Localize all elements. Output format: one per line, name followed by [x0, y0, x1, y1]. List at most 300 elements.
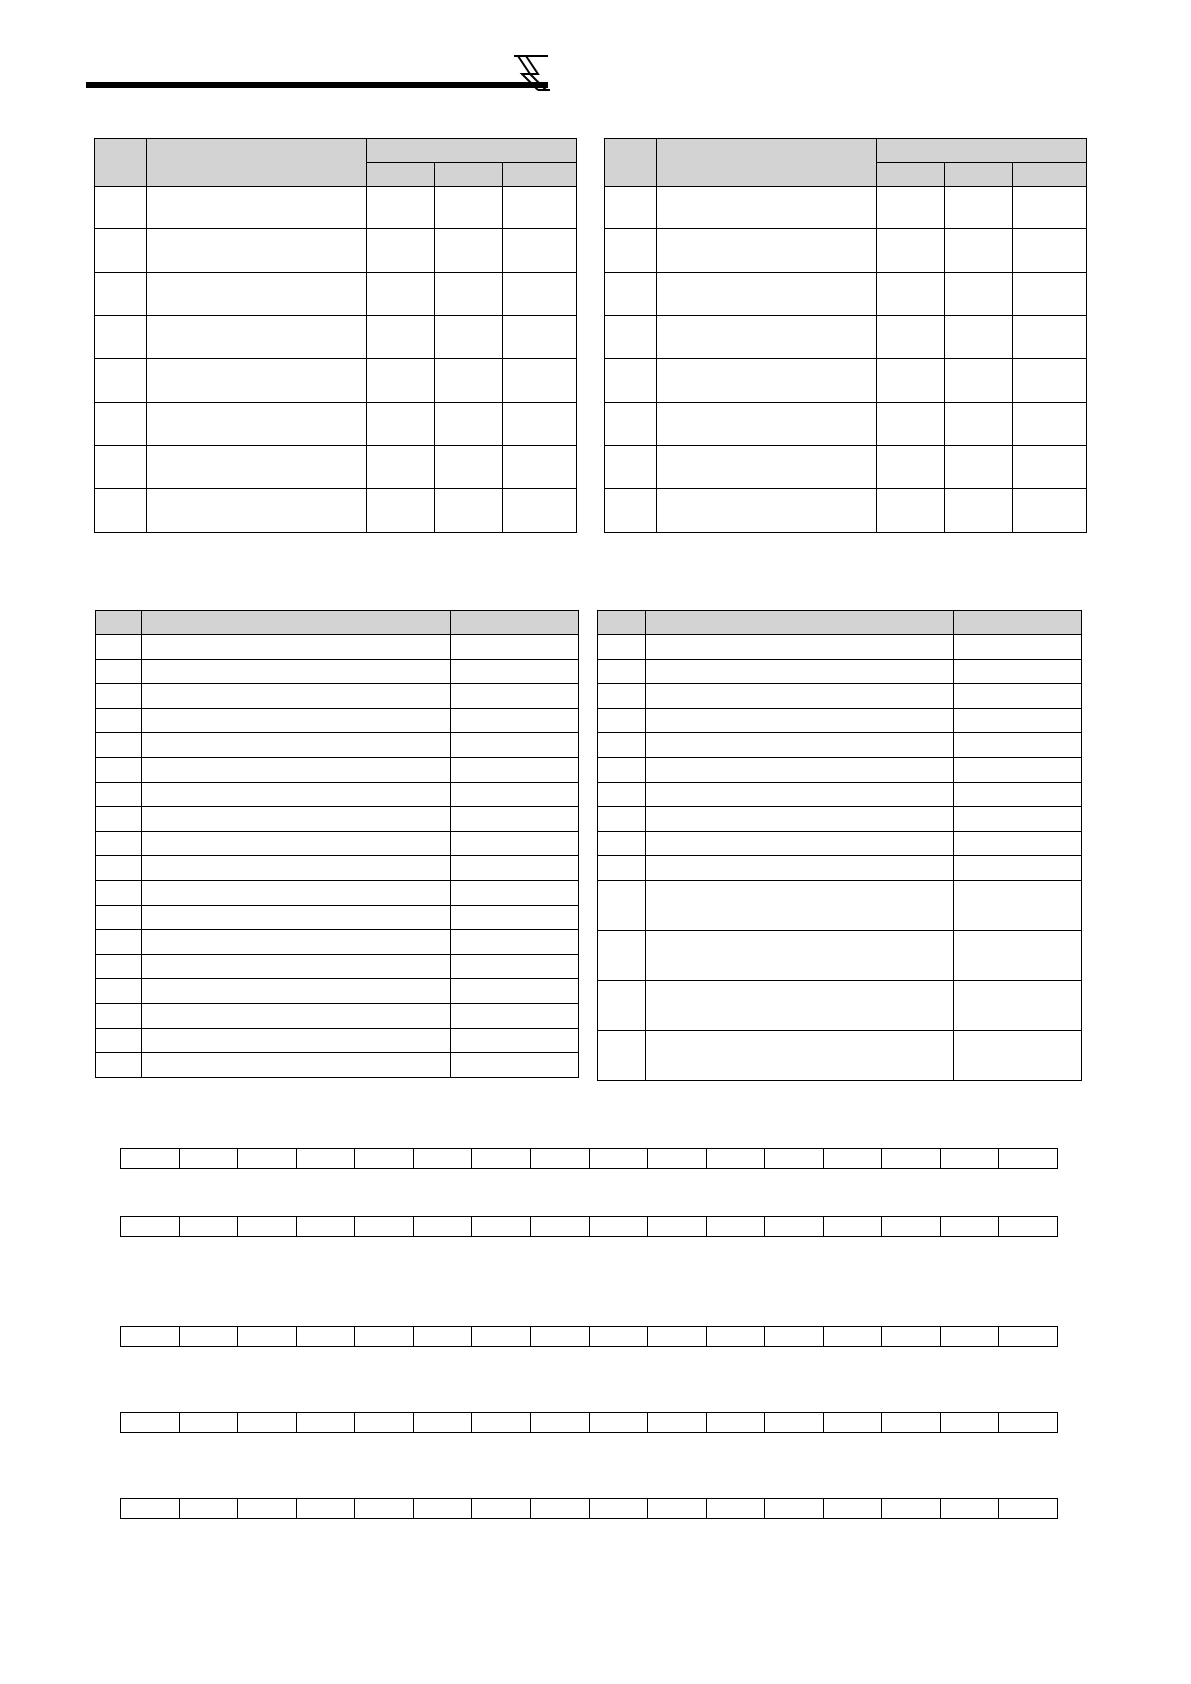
- table-cell: [954, 831, 1082, 856]
- bit-row-table: [120, 1148, 1058, 1169]
- bit-cell: [413, 1217, 472, 1237]
- table-row: [95, 229, 577, 273]
- table-cell: [142, 930, 451, 955]
- table-cell: [367, 187, 435, 229]
- header-cell: [954, 611, 1082, 635]
- table-cell: [147, 187, 367, 229]
- header-rule: [86, 82, 548, 88]
- table-cell: [657, 229, 877, 273]
- bit-cell: [530, 1413, 589, 1433]
- bit-cell: [238, 1499, 297, 1519]
- bit-cell: [706, 1327, 765, 1347]
- table-cell: [954, 757, 1082, 782]
- table-cell: [451, 880, 579, 905]
- table-cell: [367, 359, 435, 403]
- header-cell: [1013, 163, 1087, 187]
- table-cell: [435, 489, 503, 533]
- table-row: [95, 489, 577, 533]
- bit-cell: [823, 1499, 882, 1519]
- bit-cell: [121, 1499, 180, 1519]
- table-cell: [451, 954, 579, 979]
- bit-cell: [648, 1327, 707, 1347]
- table-cell: [877, 273, 945, 316]
- header-cell: [367, 163, 435, 187]
- bit-cell: [940, 1413, 999, 1433]
- bit-cell: [296, 1413, 355, 1433]
- table-cell: [605, 229, 657, 273]
- table-cell: [95, 273, 147, 316]
- bit-cell: [179, 1217, 238, 1237]
- table-cell: [142, 659, 451, 684]
- table-cell: [451, 979, 579, 1004]
- table-cell: [435, 273, 503, 316]
- table-cell: [96, 708, 142, 733]
- table-cell: [503, 316, 577, 359]
- table-row: [96, 979, 579, 1004]
- bit-cell: [238, 1149, 297, 1169]
- table-cell: [96, 905, 142, 930]
- bit-cell: [882, 1499, 941, 1519]
- table-row: [95, 316, 577, 359]
- table-cell: [451, 905, 579, 930]
- bit-cell: [355, 1149, 414, 1169]
- bit-row-table: [120, 1216, 1058, 1237]
- bit-cell: [882, 1217, 941, 1237]
- table-cell: [1013, 489, 1087, 533]
- table-cell: [95, 316, 147, 359]
- bit-cell: [238, 1217, 297, 1237]
- bit-cell: [472, 1149, 531, 1169]
- table-cell: [142, 684, 451, 709]
- table-cell: [598, 635, 646, 660]
- table-cell: [435, 229, 503, 273]
- table-cell: [945, 359, 1013, 403]
- table-cell: [435, 359, 503, 403]
- table-row: [96, 880, 579, 905]
- table-cell: [503, 489, 577, 533]
- table-row: [96, 708, 579, 733]
- table-row: [598, 1030, 1082, 1080]
- table-cell: [598, 733, 646, 758]
- table-cell: [142, 1053, 451, 1078]
- bit-cell: [589, 1149, 648, 1169]
- table-row: [96, 930, 579, 955]
- bit-cell: [999, 1149, 1058, 1169]
- table-row: [96, 659, 579, 684]
- table-cell: [877, 403, 945, 446]
- table-cell: [142, 880, 451, 905]
- bit-cell: [882, 1413, 941, 1433]
- table-cell: [605, 273, 657, 316]
- table-cell: [646, 684, 954, 709]
- bit-cell: [530, 1327, 589, 1347]
- upper-table-left: [94, 138, 577, 533]
- table-cell: [945, 316, 1013, 359]
- table-cell: [96, 1028, 142, 1053]
- table-cell: [367, 489, 435, 533]
- bit-cell: [765, 1327, 824, 1347]
- table-cell: [954, 684, 1082, 709]
- table-cell: [945, 403, 1013, 446]
- table-cell: [451, 807, 579, 832]
- table-cell: [96, 684, 142, 709]
- table-cell: [142, 635, 451, 660]
- table-cell: [96, 1053, 142, 1078]
- middle-table-right: [597, 610, 1082, 1081]
- table-cell: [451, 708, 579, 733]
- table-cell: [142, 757, 451, 782]
- bit-cell: [472, 1327, 531, 1347]
- table-cell: [877, 316, 945, 359]
- upper-table-right: [604, 138, 1087, 533]
- bit-row-table: [120, 1326, 1058, 1347]
- table-cell: [367, 273, 435, 316]
- table-row: [598, 807, 1082, 832]
- bit-cell: [179, 1499, 238, 1519]
- table-cell: [954, 930, 1082, 980]
- table-cell: [646, 1030, 954, 1080]
- bit-cell: [296, 1327, 355, 1347]
- bit-cell: [589, 1499, 648, 1519]
- table-row: [598, 635, 1082, 660]
- table-cell: [605, 489, 657, 533]
- table-row: [96, 1028, 579, 1053]
- bit-cell: [121, 1149, 180, 1169]
- table-cell: [451, 757, 579, 782]
- table-cell: [95, 446, 147, 489]
- table-cell: [954, 635, 1082, 660]
- bit-cell: [179, 1413, 238, 1433]
- bit-cell: [530, 1149, 589, 1169]
- table-cell: [1013, 403, 1087, 446]
- table-cell: [367, 316, 435, 359]
- table-row: [598, 782, 1082, 807]
- table-row: [96, 1053, 579, 1078]
- header-cell: [95, 139, 147, 187]
- table-row: [598, 831, 1082, 856]
- table-row: [598, 856, 1082, 881]
- bit-cell: [413, 1413, 472, 1433]
- header-cell: [877, 163, 945, 187]
- table-cell: [646, 733, 954, 758]
- table-cell: [877, 489, 945, 533]
- table-cell: [954, 708, 1082, 733]
- table-cell: [954, 856, 1082, 881]
- bit-cell: [121, 1413, 180, 1433]
- table-cell: [657, 489, 877, 533]
- bit-cell: [472, 1499, 531, 1519]
- table-cell: [147, 273, 367, 316]
- table-cell: [503, 403, 577, 446]
- table-cell: [598, 807, 646, 832]
- table-row: [96, 807, 579, 832]
- table-cell: [503, 359, 577, 403]
- table-cell: [142, 856, 451, 881]
- table-cell: [96, 979, 142, 1004]
- header-cell: [945, 163, 1013, 187]
- middle-table-left: [95, 610, 579, 1078]
- table-cell: [605, 316, 657, 359]
- table-row: [598, 757, 1082, 782]
- table-cell: [142, 782, 451, 807]
- table-cell: [646, 782, 954, 807]
- table-cell: [954, 659, 1082, 684]
- table-cell: [142, 831, 451, 856]
- table-cell: [657, 316, 877, 359]
- table-cell: [142, 905, 451, 930]
- bit-cell: [706, 1499, 765, 1519]
- table-cell: [96, 856, 142, 881]
- bit-cell: [823, 1327, 882, 1347]
- table-cell: [598, 1030, 646, 1080]
- table-cell: [598, 930, 646, 980]
- bit-cell: [472, 1413, 531, 1433]
- table-cell: [1013, 273, 1087, 316]
- bit-cell: [648, 1413, 707, 1433]
- header-cell: [598, 611, 646, 635]
- table-row: [598, 708, 1082, 733]
- table-cell: [954, 782, 1082, 807]
- table-cell: [657, 273, 877, 316]
- table-cell: [96, 635, 142, 660]
- table-cell: [96, 1003, 142, 1028]
- table-cell: [95, 187, 147, 229]
- table-cell: [646, 930, 954, 980]
- table-row: [605, 446, 1087, 489]
- bit-cell: [648, 1149, 707, 1169]
- table-row: [96, 635, 579, 660]
- table-cell: [147, 403, 367, 446]
- bit-cell: [413, 1149, 472, 1169]
- header-cell: [646, 611, 954, 635]
- table-cell: [451, 635, 579, 660]
- table-cell: [945, 446, 1013, 489]
- table-cell: [95, 403, 147, 446]
- bit-row-table: [120, 1498, 1058, 1519]
- header-cell: [367, 139, 577, 163]
- table-cell: [451, 684, 579, 709]
- table-cell: [367, 229, 435, 273]
- table-cell: [503, 229, 577, 273]
- table-cell: [451, 782, 579, 807]
- table-cell: [945, 273, 1013, 316]
- table-cell: [147, 359, 367, 403]
- bit-cell: [589, 1217, 648, 1237]
- table-cell: [503, 273, 577, 316]
- table-cell: [646, 880, 954, 930]
- table-row: [95, 187, 577, 229]
- bit-cell: [413, 1499, 472, 1519]
- table-cell: [96, 930, 142, 955]
- table-cell: [598, 659, 646, 684]
- table-row: [96, 733, 579, 758]
- bit-cell: [238, 1413, 297, 1433]
- table-cell: [451, 1028, 579, 1053]
- header-cell: [451, 611, 579, 635]
- bit-cell: [706, 1217, 765, 1237]
- table-row: [95, 403, 577, 446]
- table-cell: [435, 403, 503, 446]
- table-row: [598, 659, 1082, 684]
- table-cell: [1013, 446, 1087, 489]
- table-cell: [657, 187, 877, 229]
- bit-cell: [940, 1327, 999, 1347]
- table-cell: [435, 446, 503, 489]
- bit-cell: [648, 1217, 707, 1237]
- table-cell: [147, 489, 367, 533]
- table-cell: [945, 187, 1013, 229]
- bit-cell: [648, 1499, 707, 1519]
- bit-cell: [882, 1327, 941, 1347]
- bit-cell: [765, 1413, 824, 1433]
- bit-cell: [765, 1149, 824, 1169]
- table-cell: [451, 930, 579, 955]
- bit-cell: [882, 1149, 941, 1169]
- table-cell: [147, 446, 367, 489]
- bit-cell: [296, 1499, 355, 1519]
- bit-cell: [179, 1149, 238, 1169]
- table-row: [96, 856, 579, 881]
- table-cell: [598, 831, 646, 856]
- table-cell: [598, 980, 646, 1030]
- table-cell: [451, 733, 579, 758]
- table-cell: [598, 684, 646, 709]
- table-cell: [954, 733, 1082, 758]
- table-cell: [598, 856, 646, 881]
- table-cell: [598, 708, 646, 733]
- table-cell: [95, 359, 147, 403]
- table-row: [95, 446, 577, 489]
- table-cell: [367, 446, 435, 489]
- bit-cell: [999, 1327, 1058, 1347]
- table-row: [96, 1003, 579, 1028]
- table-cell: [877, 359, 945, 403]
- table-cell: [877, 446, 945, 489]
- header-cell: [142, 611, 451, 635]
- table-cell: [147, 316, 367, 359]
- table-cell: [598, 757, 646, 782]
- table-cell: [657, 359, 877, 403]
- table-cell: [605, 446, 657, 489]
- table-cell: [598, 782, 646, 807]
- table-cell: [142, 1003, 451, 1028]
- table-cell: [605, 359, 657, 403]
- table-cell: [96, 757, 142, 782]
- table-cell: [142, 708, 451, 733]
- bit-cell: [121, 1217, 180, 1237]
- table-cell: [451, 831, 579, 856]
- table-cell: [435, 187, 503, 229]
- table-cell: [503, 446, 577, 489]
- table-cell: [435, 316, 503, 359]
- table-cell: [95, 229, 147, 273]
- table-cell: [657, 446, 877, 489]
- bit-cell: [296, 1217, 355, 1237]
- bit-cell: [999, 1413, 1058, 1433]
- table-cell: [96, 659, 142, 684]
- bit-cell: [823, 1149, 882, 1169]
- header-cell: [605, 139, 657, 187]
- bit-cell: [530, 1217, 589, 1237]
- table-row: [95, 359, 577, 403]
- table-cell: [142, 807, 451, 832]
- table-cell: [954, 980, 1082, 1030]
- table-cell: [142, 733, 451, 758]
- header-cell: [147, 139, 367, 187]
- table-cell: [142, 979, 451, 1004]
- table-cell: [945, 229, 1013, 273]
- bit-cell: [706, 1149, 765, 1169]
- mitsubishi-lightning-logo-icon: [512, 54, 552, 92]
- table-row: [96, 684, 579, 709]
- table-cell: [605, 187, 657, 229]
- table-row: [605, 489, 1087, 533]
- table-row: [96, 782, 579, 807]
- table-cell: [646, 635, 954, 660]
- bit-cell: [589, 1327, 648, 1347]
- table-cell: [503, 187, 577, 229]
- table-row: [605, 359, 1087, 403]
- table-cell: [646, 856, 954, 881]
- table-row: [96, 757, 579, 782]
- table-cell: [96, 880, 142, 905]
- bit-cell: [355, 1217, 414, 1237]
- bit-cell: [940, 1499, 999, 1519]
- table-cell: [954, 880, 1082, 930]
- table-cell: [1013, 316, 1087, 359]
- bit-cell: [355, 1327, 414, 1347]
- bit-cell: [999, 1499, 1058, 1519]
- bit-cell: [413, 1327, 472, 1347]
- table-cell: [367, 403, 435, 446]
- table-row: [605, 316, 1087, 359]
- table-cell: [451, 659, 579, 684]
- table-row: [598, 880, 1082, 930]
- table-row: [95, 273, 577, 316]
- table-row: [598, 733, 1082, 758]
- header-cell: [503, 163, 577, 187]
- table-row: [605, 403, 1087, 446]
- table-cell: [142, 954, 451, 979]
- table-cell: [96, 831, 142, 856]
- table-cell: [646, 807, 954, 832]
- table-cell: [945, 489, 1013, 533]
- header-cell: [877, 139, 1087, 163]
- table-cell: [96, 807, 142, 832]
- table-cell: [646, 757, 954, 782]
- bit-cell: [179, 1327, 238, 1347]
- table-cell: [646, 831, 954, 856]
- bit-cell: [999, 1217, 1058, 1237]
- table-row: [96, 905, 579, 930]
- bit-cell: [355, 1413, 414, 1433]
- table-cell: [1013, 187, 1087, 229]
- table-cell: [954, 1030, 1082, 1080]
- bit-cell: [589, 1413, 648, 1433]
- table-cell: [657, 403, 877, 446]
- bit-cell: [706, 1413, 765, 1433]
- table-row: [605, 229, 1087, 273]
- bit-cell: [472, 1217, 531, 1237]
- bit-cell: [238, 1327, 297, 1347]
- table-cell: [605, 403, 657, 446]
- table-row: [598, 980, 1082, 1030]
- table-cell: [1013, 229, 1087, 273]
- table-cell: [95, 489, 147, 533]
- table-cell: [451, 1003, 579, 1028]
- table-row: [598, 930, 1082, 980]
- table-row: [96, 831, 579, 856]
